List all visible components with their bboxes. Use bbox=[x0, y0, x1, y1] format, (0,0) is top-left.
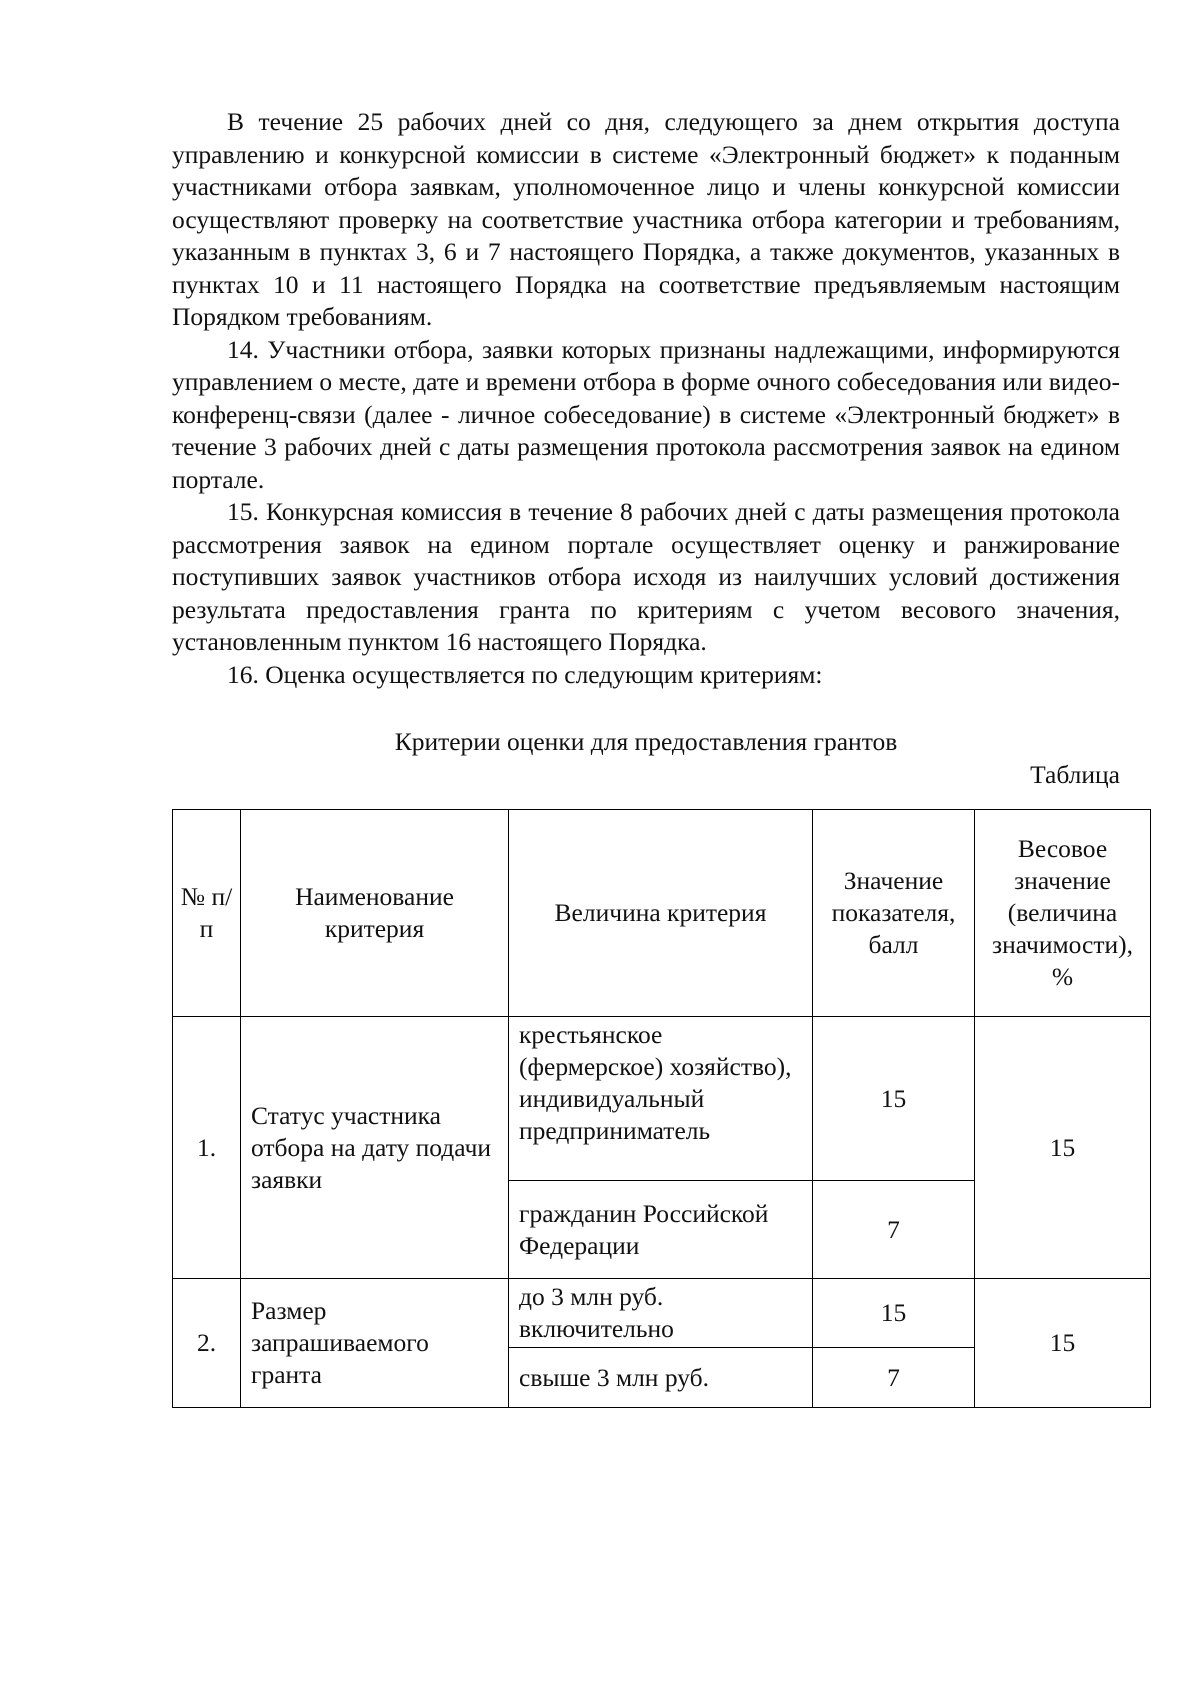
row-2-num: 2. bbox=[173, 1279, 241, 1408]
document-page bbox=[172, 106, 1133, 1408]
row-1-option-2-value: гражданин Российской Федерации bbox=[509, 1181, 813, 1279]
row-2-weight: 15 bbox=[975, 1279, 1151, 1408]
paragraph-15: 15. Конкурсная комиссия в течение 8 рабочих дней с даты размещения протокола рассмотрения заявок на едином портале осуществляет оценку и ранжирование поступивших заявок участников отбора исходя из наилучших условий достижения результата предоставления гранта по критериям с учетом весового значения, установленным пунктом 16 настоящего Порядка. bbox=[172, 497, 1120, 656]
table-row bbox=[173, 1017, 1151, 1181]
row-2-option-1-score: 15 bbox=[813, 1279, 975, 1348]
header-score: Значение показателя, балл bbox=[813, 810, 975, 1017]
row-1-option-1-score: 15 bbox=[813, 1017, 975, 1181]
table-caption: Таблица bbox=[1030, 759, 1120, 789]
table-title: Критерии оценки для предоставления грантов bbox=[394, 727, 898, 756]
table-header-row bbox=[173, 810, 1151, 1017]
paragraph-16: 16. Оценка осуществляется по следующим критериям: bbox=[227, 659, 823, 689]
row-1-num: 1. bbox=[173, 1017, 241, 1279]
row-2-option-2-value: свыше 3 млн руб. bbox=[509, 1348, 813, 1408]
paragraph-13: В течение 25 рабочих дней со дня, следующего за днем открытия доступа управлению и конкурсной комиссии в системе «Электронный бюджет» к поданным участниками отбора заявкам, уполномоченное лицо и члены конкурсной комиссии осуществляют проверку на соответствие участника отбора категории и требованиям, указанным в пунктах 3, 6 и 7 настоящего Порядка, а также документов, указанных в пунктах 10 и 11 настоящего Порядка на соответствие предъявляемым настоящим Порядком требованиям. bbox=[172, 107, 1120, 331]
paragraph-14: 14. Участники отбора, заявки которых признаны надлежащими, информируются управлением о месте, дате и времени отбора в форме очного собеседования или видео-конференц-связи (далее - личное собеседование) в системе «Электронный бюджет» в течение 3 рабочих дней с даты размещения протокола рассмотрения заявок на едином портале. bbox=[172, 334, 1120, 494]
header-num: № п/п bbox=[173, 810, 241, 1017]
criteria-table bbox=[172, 809, 1151, 1408]
header-name: Наименование критерия bbox=[241, 810, 509, 1017]
row-2-option-1-value: до 3 млн руб. включительно bbox=[509, 1279, 813, 1348]
table-row bbox=[173, 1279, 1151, 1348]
header-value: Величина критерия bbox=[509, 810, 813, 1017]
row-2-option-2-score: 7 bbox=[813, 1348, 975, 1408]
row-1-name: Статус участника отбора на дату подачи заявки bbox=[241, 1017, 509, 1279]
row-1-option-1-value: крестьянское (фермерское) хозяйство), индивидуальный предприниматель bbox=[509, 1017, 813, 1181]
row-1-weight: 15 bbox=[975, 1017, 1151, 1279]
row-2-name: Размер запрашиваемого гранта bbox=[241, 1279, 509, 1408]
row-1-option-2-score: 7 bbox=[813, 1181, 975, 1279]
header-weight: Весовое значение (величина значимости), % bbox=[975, 810, 1151, 1017]
